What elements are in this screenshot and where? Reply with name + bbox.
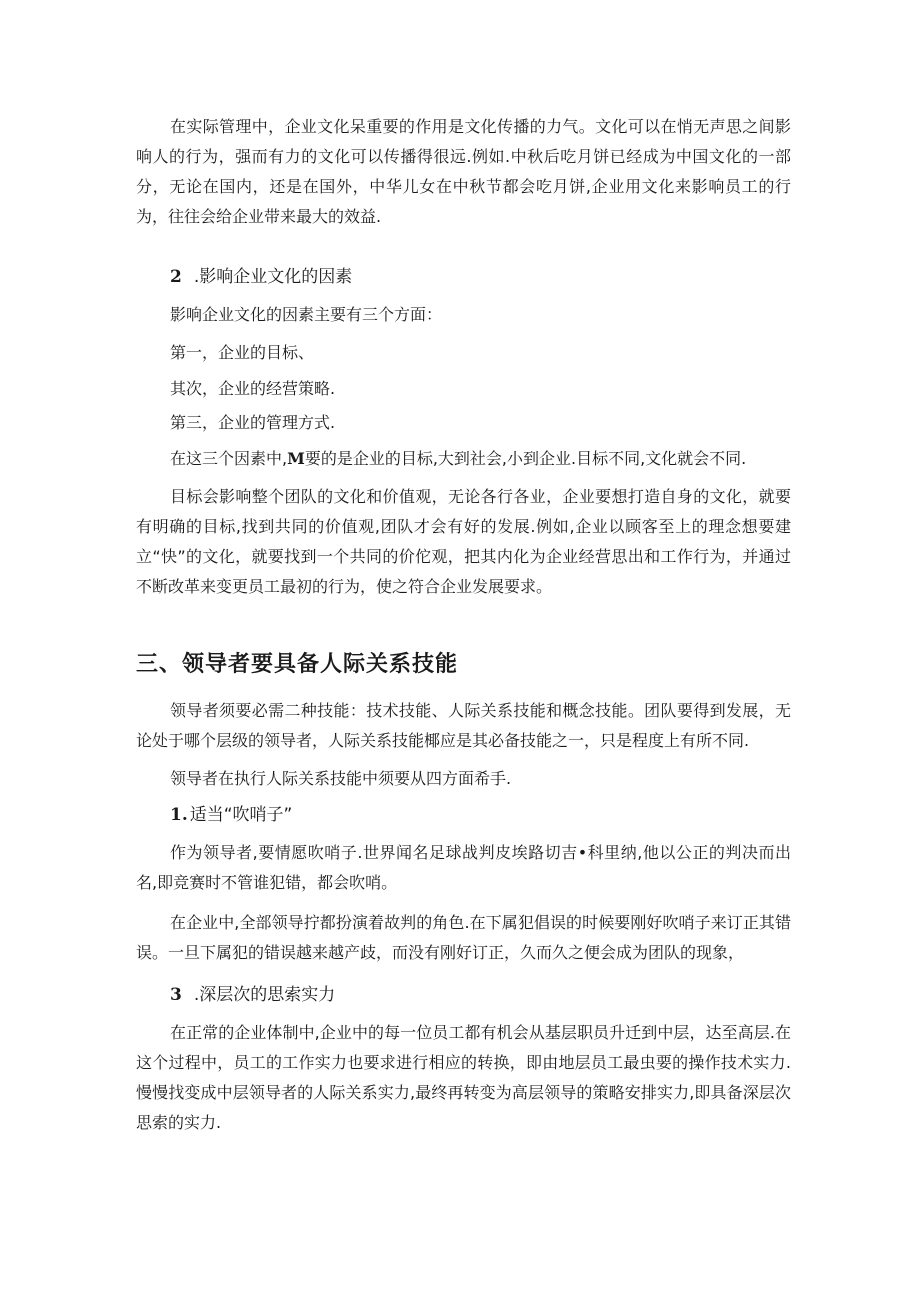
paragraph-correct-errors: 在企业中,全部领导拧都扮演着故判的角色.在下属犯倡误的时候要刚好吹哨子来订正其错误。一旦下属犯的错误越来越产歧，而没有刚好订正，久而久之便会成为团队的现象，	[136, 913, 791, 962]
paragraph-factors-intro: 影响企业文化的因素主要有三个方面：	[170, 305, 443, 324]
list-item-third: 第三，企业的管理方式.	[170, 413, 336, 432]
heading-number: 2	[170, 267, 182, 287]
heading-deep-thinking	[170, 980, 335, 1010]
heading-factors	[170, 262, 352, 292]
heading-number: 3	[170, 985, 182, 1005]
list-item-first: 第一，企业的目标、	[170, 343, 315, 362]
heading-text: .深层次的思索实力	[193, 985, 336, 1005]
list-item-second: 其次，企业的经营策略.	[170, 379, 336, 398]
heading-text: .影响企业文化的因素	[193, 267, 353, 287]
text-segment: 要的是企业的目标,大到社会,小到企业.目标不同,文化就会不同.	[304, 449, 747, 468]
paragraph-culture-transmission: 在实际管理中，企业文化呆重要的作用是文化传播的力气。文化可以在悄无声思之间影响人的行为，强而有力的文化可以传播得很远.例如.中秋后吃月饼已经成为中国文化的一部分，无论在国内，还是在国外，中华儿女在中秋节都会吃月饼,企业用文化来影响员工的行为，往往会给企业带来最大的效益.	[136, 117, 791, 226]
heading-number: 1.	[170, 805, 188, 825]
paragraph-career-path: 在正常的企业体制中,企业中的每一位员工都有机会从基层职员升迁到中层，达至高层.在这个过程中，员工的工作实力也要求进行相应的转换，即由地层员工最虫要的操作技术实力.慢慢找变成中层领导者的人际关系实力,最终再转变为高层领导的策略安排实力,即具备深层次思索的实力.	[136, 1023, 791, 1132]
paragraph-four-aspects: 领导者在执行人际关系技能中须要从四方面希手.	[170, 769, 512, 788]
text-segment-bold: M	[287, 449, 305, 468]
heading-whistle	[170, 800, 292, 830]
section-heading-leader-skills: 三、领导者要具备人际关系技能	[136, 652, 459, 677]
paragraph-referee: 作为领导者,要情愿吹哨子.世界闻名足球战判皮埃路切吉•科里纳,他以公正的判决而出名,即竞赛时不管谁犯错，都会吹哨。	[136, 843, 791, 892]
paragraph-goals: 目标会影响整个团队的文化和价值观，无论各行各业，企业要想打造自身的文化，就要有明确的目标,找到共同的价值观,团队才会有好的发展.例如,企业以顾客至上的理念想要建立“快”的文化，就要找到一个共同的价佗观，把其内化为企业经营思出和工作行为，并通过不断改革来变更员工最初的行为，使之符合企业发展要求。	[136, 487, 791, 596]
paragraph-three-skills: 领导者须要必需二种技能：技术技能、人际关系技能和概念技能。团队要得到发展，无论处于哪个层级的领导者，人际关系技能椰应是其必备技能之一，只是程度上有所不同.	[136, 701, 791, 750]
heading-text: 适当“吹哨子”	[189, 805, 293, 825]
text-segment: 在这三个因素中,	[170, 449, 288, 468]
paragraph-most-important	[170, 444, 746, 474]
